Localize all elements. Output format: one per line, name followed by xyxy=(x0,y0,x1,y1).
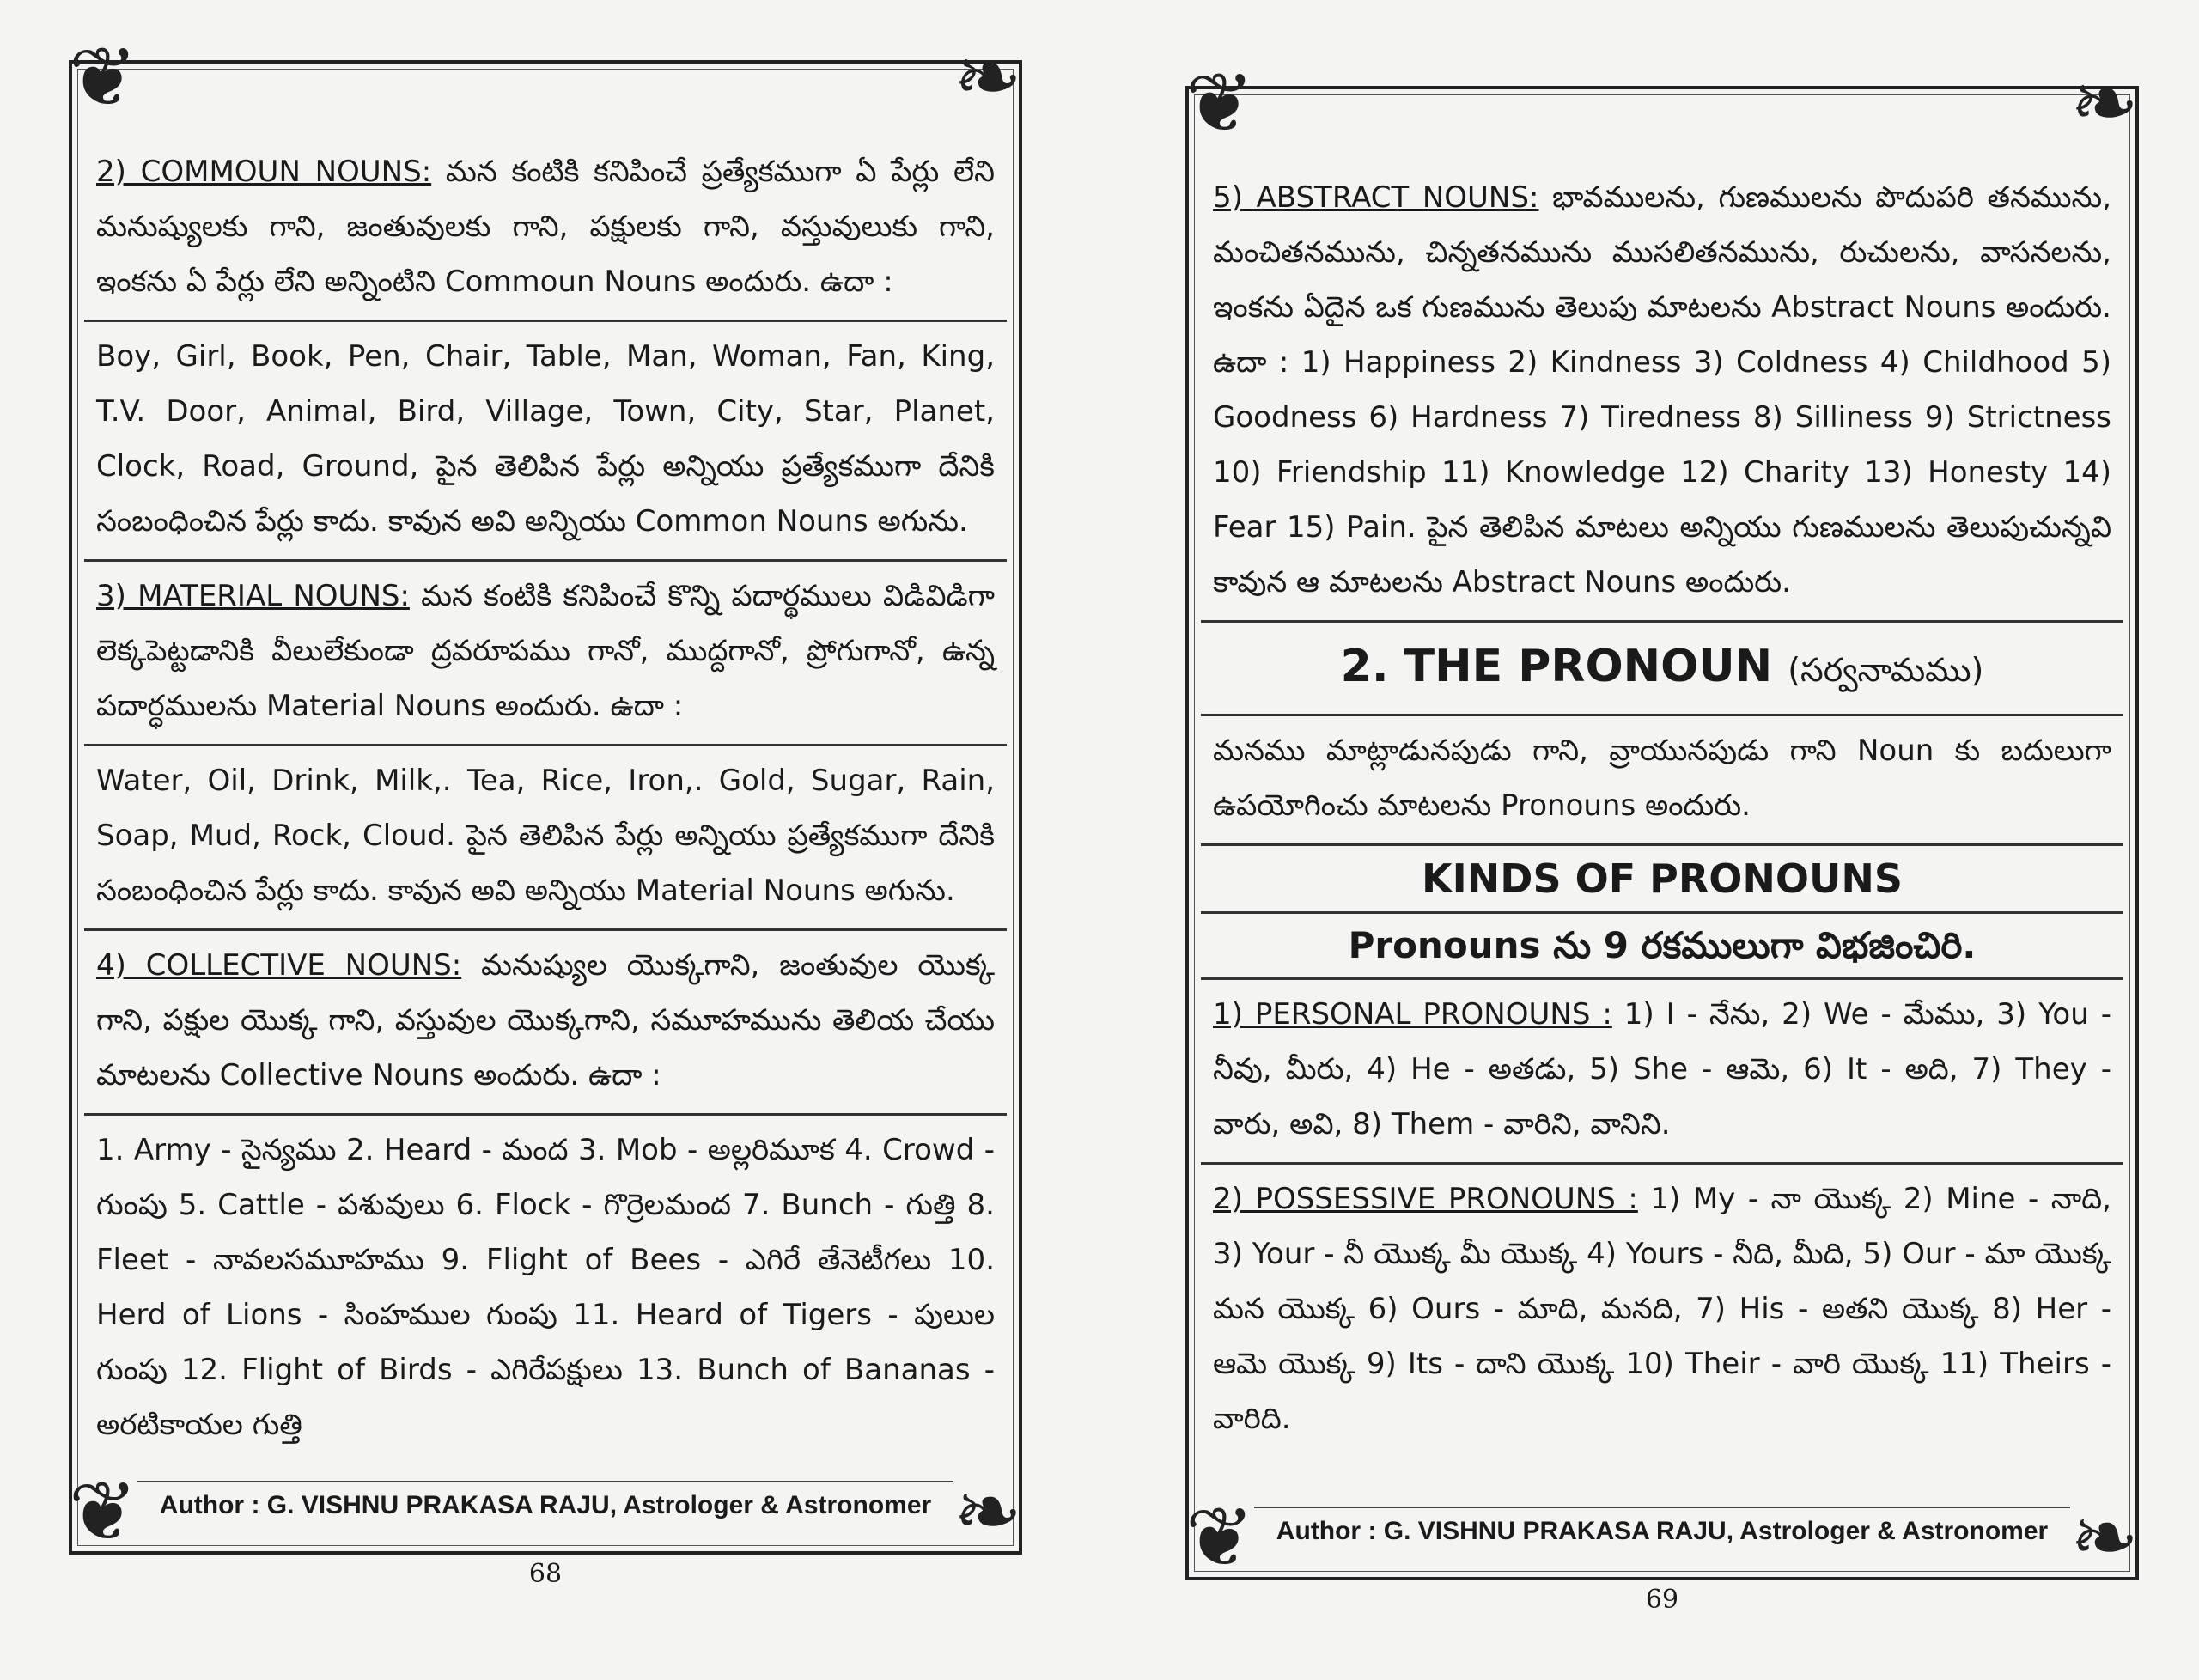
page-number: 69 xyxy=(1645,1585,1679,1615)
material-nouns-examples xyxy=(84,746,1007,931)
corner-ornament-icon: ❦ xyxy=(1185,1489,1255,1586)
paragraph: భావములను, గుణములను పొదుపరి తనమును, మంచితనమును, చిన్నతనమును ముసలితనమును, రుచులను, వాసనలను, ఇంకను ఏదైన ఒక గుణమును తెలుపు మాటలను Abstract Nouns అందురు. ఉదా : 1) Happiness 2) Kindness 3) Coldness 4) Childhood 5) Goodness 6) Hardness 7) Tiredness 8) Silliness 9) Strictness 10) Friendship 11) Knowledge 12) Charity 13) Honesty 14) Fear 15) Pain. పైన తెలిపిన మాటలు అన్నియు గుణములను తెలుపుచున్నవి కావున ఆ మాటలను Abstract Nouns అందురు. xyxy=(1213,180,2111,600)
author-footer: Author : G. VISHNU PRAKASA RAJU, Astrologer & Astronomer xyxy=(1254,1507,2070,1546)
left-page xyxy=(68,29,1023,1589)
page-number: 68 xyxy=(528,1559,563,1589)
section-heading: 2) POSSESSIVE PRONOUNS : xyxy=(1213,1182,1638,1216)
paragraph: మనము మాట్లాడునపుడు గాని, వ్రాయునపుడు గాని Noun కు బదులుగా ఉపయోగించు మాటలను Pronouns అందురు. xyxy=(1213,733,2111,823)
right-page xyxy=(1185,55,2140,1615)
section-heading: 1) PERSONAL PRONOUNS : xyxy=(1213,997,1612,1032)
corner-ornament-icon: ❦ xyxy=(1185,55,1255,151)
section-heading: 4) COLLECTIVE NOUNS: xyxy=(96,948,462,983)
personal-pronouns xyxy=(1201,980,2123,1165)
kinds-title: KINDS OF PRONOUNS xyxy=(1201,846,2123,914)
corner-ornament-icon: ❦ xyxy=(68,1464,138,1560)
paragraph: మన కంటికి కనిపించే ప్రత్యేకముగా ఏ పేర్లు లేని మనుష్యులకు గాని, జంతువులకు గాని, పక్షులకు గాని, వస్తువులుకు గాని, ఇంకను ఏ పేర్లు లేని అన్నింటిని Commoun Nouns అందురు. ఉదా : xyxy=(96,155,995,299)
section-heading: 2) COMMOUN NOUNS: xyxy=(96,155,432,189)
material-nouns-definition xyxy=(84,562,1007,746)
abstract-nouns xyxy=(1201,163,2123,623)
section-heading: 5) ABSTRACT NOUNS: xyxy=(1213,180,1539,215)
paragraph: 1) My - నా యొక్క 2) Mine - నాది, 3) Your - నీ యొక్క మీ యొక్క 4) Yours - నీది, మీది, 5) Our - మా యొక్క మన యొక్క 6) Ours - మాది, మనది, 7) His - అతని యొక్క 8) Her - ఆమె యొక్క 9) Its - దాని యొక్క 10) Their - వారి యొక్క 11) Theirs - వారిది. xyxy=(1213,1182,2111,1436)
pronoun-title xyxy=(1201,623,2123,716)
possessive-pronouns xyxy=(1201,1165,2123,1457)
corner-ornament-icon: ❧ xyxy=(2069,1489,2140,1586)
title-telugu: (సర్వనామము) xyxy=(1788,651,1984,689)
left-content xyxy=(84,137,1007,1463)
kinds-subtitle: Pronouns ను 9 రకములుగా విభజించిరి. xyxy=(1201,914,2123,980)
collective-nouns-examples xyxy=(84,1116,1007,1463)
paragraph: Boy, Girl, Book, Pen, Chair, Table, Man, Woman, Fan, King, T.V. Door, Animal, Bird, Village, Town, City, Star, Planet, Clock, Road, Ground, పైన తెలిపిన పేర్లు అన్నియు ప్రత్యేకముగా దేనికి సంబంధించిన పేర్లు కాదు. కావున అవి అన్నియు Common Nouns అగును. xyxy=(96,339,995,539)
corner-ornament-icon: ❧ xyxy=(2069,55,2140,151)
title-text: 2. THE PRONOUN xyxy=(1340,641,1773,692)
pronoun-definition xyxy=(1201,716,2123,846)
paragraph: 1) I - నేను, 2) We - మేము, 3) You - నీవు, మీరు, 4) He - అతడు, 5) She - ఆమె, 6) It - అది, 7) They - వారు, అవి, 8) Them - వారిని, వానిని. xyxy=(1213,997,2111,1141)
paragraph: మన కంటికి కనిపించే కొన్ని పదార్థములు విడివిడిగా లెక్కపెట్టడానికి వీలులేకుండా ద్రవరూపము గానో, ముద్దగానో, ప్రోగుగానో, ఉన్న పదార్ధములను Material Nouns అందురు. ఉదా : xyxy=(96,579,995,723)
corner-ornament-icon: ❦ xyxy=(68,29,138,125)
common-nouns-examples xyxy=(84,322,1007,562)
author-footer: Author : G. VISHNU PRAKASA RAJU, Astrologer & Astronomer xyxy=(137,1481,953,1520)
common-nouns-definition xyxy=(84,137,1007,322)
paragraph: 1. Army - సైన్యము 2. Heard - మంద 3. Mob - అల్లరిమూక 4. Crowd - గుంపు 5. Cattle - పశువులు 6. Flock - గొర్రెలమంద 7. Bunch - గుత్తి 8. Fleet - నావలసమూహము 9. Flight of Bees - ఎగిరే తేనెటీగలు 10. Herd of Lions - సింహముల గుంపు 11. Heard of Tigers - పులుల గుంపు 12. Flight of Birds - ఎగిరేపక్షులు 13. Bunch of Bananas - అరటికాయల గుత్తి xyxy=(96,1133,995,1442)
section-heading: 3) MATERIAL NOUNS: xyxy=(96,579,410,613)
corner-ornament-icon: ❧ xyxy=(953,29,1023,125)
paragraph: Water, Oil, Drink, Milk,. Tea, Rice, Iron,. Gold, Sugar, Rain, Soap, Mud, Rock, Cloud. పైన తెలిపిన పేర్లు అన్నియు ప్రత్యేకముగా దేనికి సంబంధించిన పేర్లు కాదు. కావున అవి అన్నియు Material Nouns అగును. xyxy=(96,764,995,908)
corner-ornament-icon: ❧ xyxy=(953,1464,1023,1560)
right-content xyxy=(1201,163,2123,1457)
paragraph: మనుష్యుల యొక్కగాని, జంతువుల యొక్క గాని, పక్షుల యొక్క గాని, వస్తువుల యొక్కగాని, సమూహమును తెలియ చేయు మాటలను Collective Nouns అందురు. ఉదా : xyxy=(96,948,995,1093)
collective-nouns-definition xyxy=(84,931,1007,1116)
